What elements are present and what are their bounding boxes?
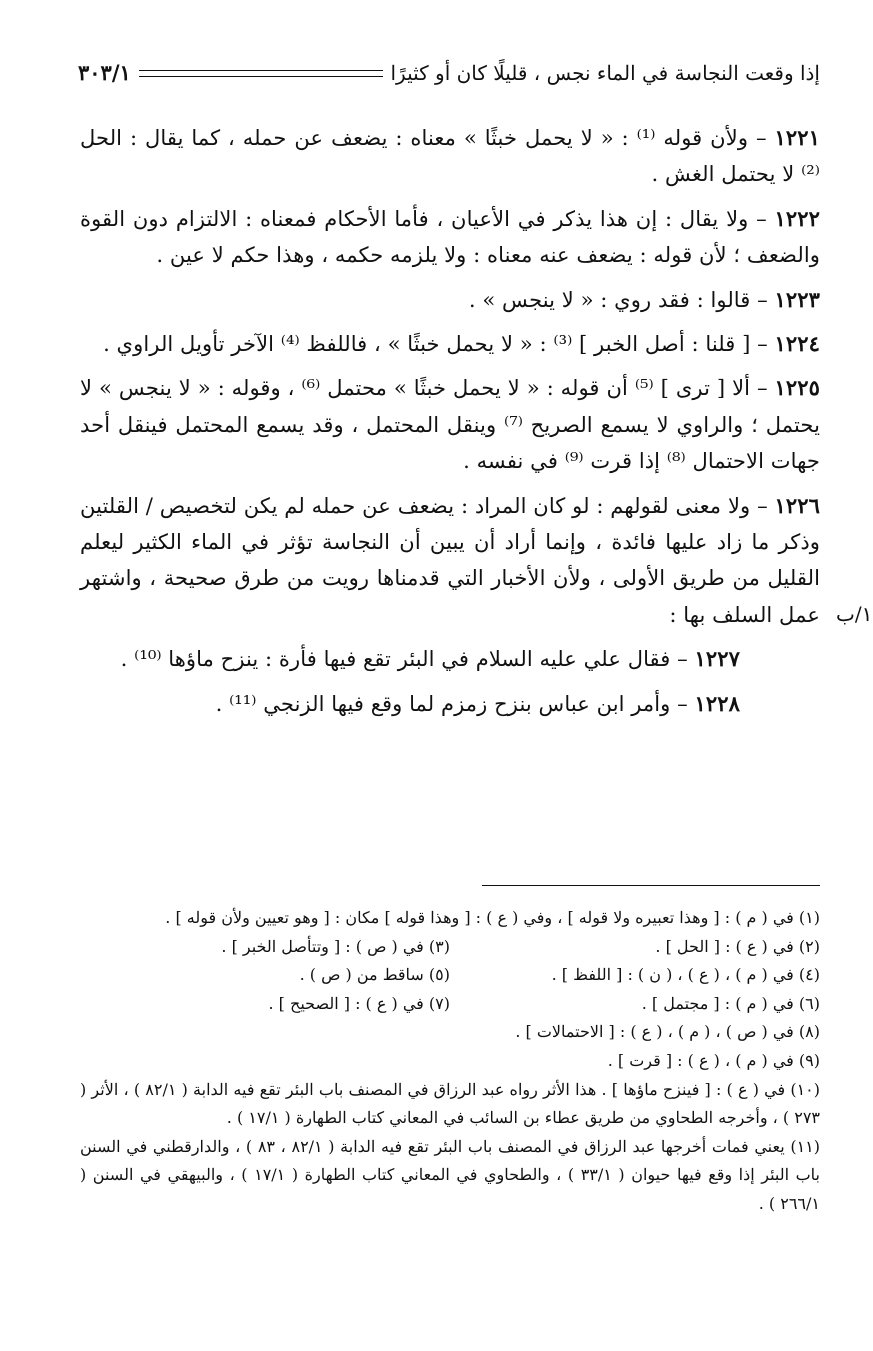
footnote-1: (١) في ( م ) : [ وهذا تعبيره ولا قوله ] ، وفي ( ع ) : [ وهذا قوله ] مكان : [ وهو تعيين ولأن قوله ] . xyxy=(165,908,820,927)
paragraph-text: – ولا يقال : إن هذا يذكر في الأعيان ، فأما الأحكام فمعناه : الالتزام دون القوة والضعف ؛ لأن قوله : يضعف عنه معناه : ولا يلزمه حكمه ، وهذا حكم لا عين . xyxy=(80,205,820,268)
running-header xyxy=(78,58,820,88)
paragraph-1221 xyxy=(80,120,820,193)
paragraph-number: ١٢٢٥ xyxy=(774,375,820,401)
footnote-3: (٣) في ( ص ) : [ وتتأصل الخبر ] . xyxy=(221,936,450,956)
paragraph-text: – [ قلنا : أصل الخبر ] ⁽³⁾ : « لا يحمل خبثًا » ، فاللفظ ⁽⁴⁾ الآخر تأويل الراوي . xyxy=(103,331,775,357)
paragraph-number: ١٢٢٧ xyxy=(694,646,740,672)
paragraph-text: – ألا [ ترى ] ⁽⁵⁾ أن قوله : « لا يحمل خبثًا » محتمل ⁽⁶⁾ ، وقوله : « لا ينجس » لا يحتمل ؛ والراوي لا يسمع الصريح ⁽⁷⁾ وينقل المحتمل ، وقد يسمع المحتمل فينقل أحد جهات الاحتمال ⁽⁸⁾ إذا قرت ⁽⁹⁾ في نفسه . xyxy=(80,375,820,474)
footnote-row xyxy=(80,933,820,962)
paragraph-text: – قالوا : فقد روي : « لا ينجس » . xyxy=(468,286,775,312)
paragraph-number: ١٢٢٤ xyxy=(774,331,820,357)
footnote-9: (٩) في ( م ) ، ( ع ) : [ قرت ] . xyxy=(607,1050,820,1070)
paragraph-1227 xyxy=(80,641,820,677)
paragraph-1225 xyxy=(80,370,820,479)
header-double-rule xyxy=(139,70,383,77)
footnote-row xyxy=(80,961,820,990)
paragraph-number: ١٢٢٢ xyxy=(774,205,820,231)
header-title: إذا وقعت النجاسة في الماء نجس ، قليلًا كان أو كثيرًا xyxy=(390,61,820,85)
paragraph-1228 xyxy=(80,686,820,722)
footnote-separator xyxy=(482,885,820,886)
margin-folio-mark: ١/ب xyxy=(836,602,873,626)
paragraph-number: ١٢٢٣ xyxy=(774,286,820,312)
paragraph-text: – وأمر ابن عباس بنزح زمزم لما وقع فيها الزنجي ⁽¹¹⁾ . xyxy=(215,690,695,716)
paragraph-text: – ولأن قوله ⁽¹⁾ : « لا يحمل خبثًا » معناه : يضعف عن حمله ، كما يقال : الحل ⁽²⁾ لا يحتمل الغش . xyxy=(80,125,820,187)
footnote-row xyxy=(80,990,820,1019)
paragraph-1224 xyxy=(80,326,820,362)
footnote-4: (٤) في ( م ) ، ( ع ) ، ( ن ) : [ اللفظ ] . xyxy=(551,965,820,985)
footnote-7: (٧) في ( ع ) : [ الصحيح ] . xyxy=(268,993,450,1013)
footnotes xyxy=(80,904,820,1219)
paragraph-text: – ولا معنى لقولهم : لو كان المراد : يضعف عن حمله لم يكن لتخصيص / القلتين وذكر ما زاد عليها فائدة ، وإنما أراد أن يبين أن النجاسة تؤثر في الماء الكثير ليعلم القليل من طريق الأولى ، ولأن الأخبار التي قدمناها رويت من طرق صحيحة ، واشتهر عمل السلف بها : xyxy=(80,492,820,627)
footnote-5: (٥) ساقط من ( ص ) . xyxy=(299,965,450,985)
page-number: ٣٠٣/١ xyxy=(78,60,131,85)
paragraph-number: ١٢٢١ xyxy=(774,125,820,150)
paragraph-1226 xyxy=(80,488,820,634)
footnote-10: (١٠) في ( ع ) : [ فينزح ماؤها ] . هذا الأثر رواه عبد الرزاق في المصنف باب البئر تقع فيه الدابة ( ٨٢/١ ) ، الأثر ( ٢٧٣ ) ، وأخرجه الطحاوي من طريق عطاء بن السائب في المعاني كتاب الطهارة ( ١٧/١ ) . xyxy=(80,1079,821,1128)
paragraph-number: ١٢٢٦ xyxy=(774,492,820,518)
paragraph-number: ١٢٢٨ xyxy=(694,690,740,716)
paragraph-1223 xyxy=(80,282,820,318)
footnote-2: (٢) في ( ع ) : [ الحل ] . xyxy=(655,936,820,956)
footnote-6: (٦) في ( م ) : [ مجتمل ] . xyxy=(641,993,820,1013)
footnote-11: (١١) يعني فمات أخرجها عبد الرزاق في المصنف باب البئر تقع فيه الدابة ( ٨٢/١ ، ٨٣ ) ، والدارقطني في السنن باب البئر إذا وقع فيها حيوان ( ٣٣/١ ) ، والطحاوي في المعاني كتاب الطهارة ( ١٧/١ ) ، والبيهقي في السنن ( ٢٦٦/١ ) . xyxy=(80,1136,821,1213)
paragraph-1222 xyxy=(80,201,820,274)
footnote-8: (٨) في ( ص ) ، ( م ) ، ( ع ) : [ الاحتمالات ] . xyxy=(515,1022,820,1042)
paragraph-text: – فقال علي عليه السلام في البئر تقع فيها فأرة : ينزح ماؤها ⁽¹⁰⁾ . xyxy=(120,646,695,672)
main-text xyxy=(80,120,820,730)
